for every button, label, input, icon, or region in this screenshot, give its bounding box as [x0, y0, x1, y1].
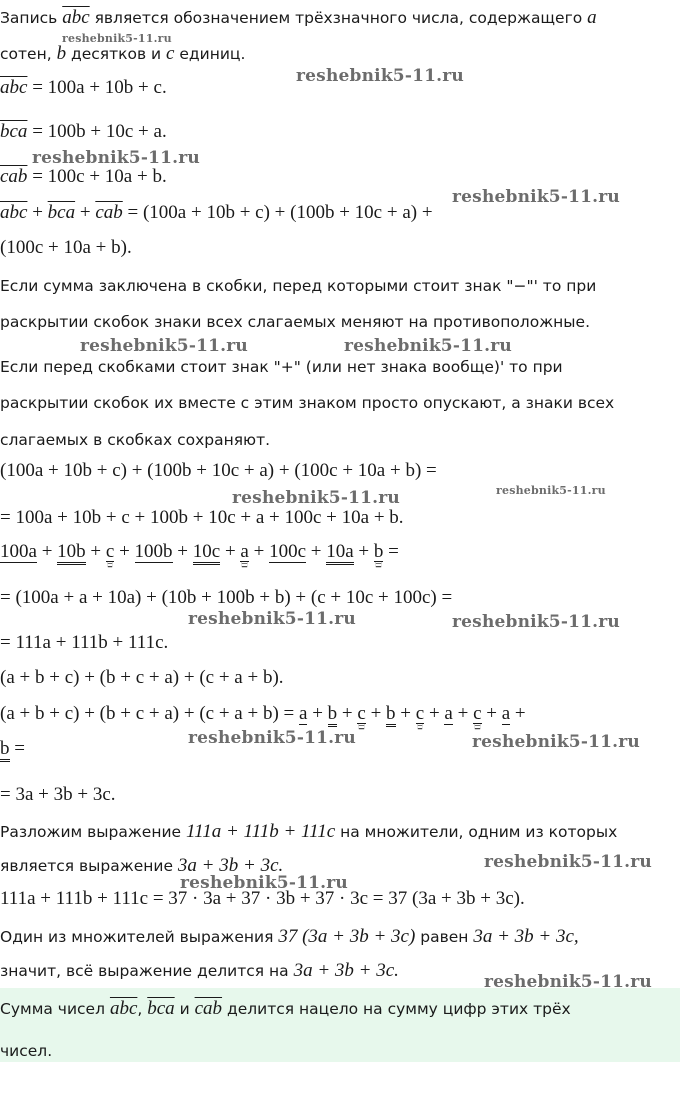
rule2-line-3: слагаемых в скобках сохраняют.: [0, 431, 271, 449]
rule2-line-2: раскрытии скобок их вместе с этим знаком просто опускают, а знаки всех: [0, 394, 615, 412]
factor-line-3: Один из множителей выражения 37 (3a + 3b + 3c) равен 3a + 3b + 3c,: [0, 926, 579, 947]
watermark: reshebnik5-11.ru: [62, 32, 172, 45]
watermark: reshebnik5-11.ru: [484, 972, 652, 992]
equation-cab: $\overline{cab} = 100c + 10a + b$.: [0, 166, 167, 187]
watermark: reshebnik5-11.ru: [452, 612, 620, 632]
watermark: reshebnik5-11.ru: [484, 852, 652, 872]
rule2-line-1: Если перед скобками стоит знак "+" (или нет знака вообще)' то при: [0, 358, 563, 376]
intro-line-1: Запись $\overline{abc}$ является обозначением трёхзначного числа, содержащего a: [0, 7, 597, 28]
watermark: reshebnik5-11.ru: [232, 488, 400, 508]
calc-line-2: = 100a + 10b + c + 100b + 10c + a + 100c + 10a + b.: [0, 507, 404, 528]
factor-line-2: является выражение 3a + 3b + 3c.: [0, 855, 284, 876]
calc-line-9: = 3a + 3b + 3c.: [0, 784, 116, 805]
watermark: reshebnik5-11.ru: [496, 484, 606, 497]
watermark: reshebnik5-11.ru: [180, 873, 348, 893]
rule1-line-1: Если сумма заключена в скобки, перед которыми стоит знак "−"' то при: [0, 277, 597, 295]
watermark: reshebnik5-11.ru: [296, 66, 464, 86]
abc-notation: $\overline{abc}$: [62, 7, 90, 28]
calc-line-6: (a + b + c) + (b + c + a) + (c + a + b).: [0, 667, 284, 688]
factor-line-1: Разложим выражение 111a + 111b + 111c на множители, одним из которых: [0, 821, 618, 842]
calc-line-7: (a + b + c) + (b + c + a) + (c + a + b) = a + b + c + b + c + a + c + a +: [0, 703, 526, 725]
factor-equation: 111a + 111b + 111c = 37 · 3a + 37 · 3b + 37 · 3c = 37 (3a + 3b + 3c).: [0, 888, 525, 909]
factor-line-4: значит, всё выражение делится на 3a + 3b + 3c.: [0, 960, 399, 981]
calc-line-1: (100a + 10b + c) + (100b + 10c + a) + (100c + 10a + b) =: [0, 460, 437, 481]
equation-sum: $\overline{abc} + \overline{bca} + \overline{cab} = (100a + 10b + c) + (100b + 10c + a)$ +: [0, 202, 433, 223]
watermark: reshebnik5-11.ru: [32, 148, 200, 168]
rule1-line-2: раскрытии скобок знаки всех слагаемых меняют на противоположные.: [0, 313, 590, 331]
calc-line-3-underlined: 100a + 10b + c + 100b + 10c + a + 100c + 10a + b =: [0, 541, 399, 563]
equation-sum-continued: (100c + 10a + b).: [0, 237, 132, 258]
equation-abc: $\overline{abc} = 100a + 10b + c$.: [0, 77, 167, 98]
calc-line-8: b =: [0, 738, 25, 760]
calc-line-4: = (100a + a + 10a) + (10b + 100b + b) + (c + 10c + 100c) =: [0, 587, 453, 608]
equation-bca: $\overline{bca} = 100b + 10c + a$.: [0, 121, 167, 142]
intro-line-2: сотен, b десятков и c единиц.: [0, 43, 246, 64]
watermark: reshebnik5-11.ru: [344, 336, 512, 356]
watermark: reshebnik5-11.ru: [188, 609, 356, 629]
watermark: reshebnik5-11.ru: [80, 336, 248, 356]
conclusion-line-2: чисел.: [0, 1042, 53, 1060]
watermark: reshebnik5-11.ru: [452, 187, 620, 207]
watermark: reshebnik5-11.ru: [472, 732, 640, 752]
watermark: reshebnik5-11.ru: [188, 728, 356, 748]
conclusion-line-1: Сумма чисел $\overline{abc}$, $\overline{bca}$ и $\overline{cab}$ делится нацело на сумму цифр этих трёх: [0, 998, 571, 1019]
calc-line-5: = 111a + 111b + 111c.: [0, 632, 169, 653]
